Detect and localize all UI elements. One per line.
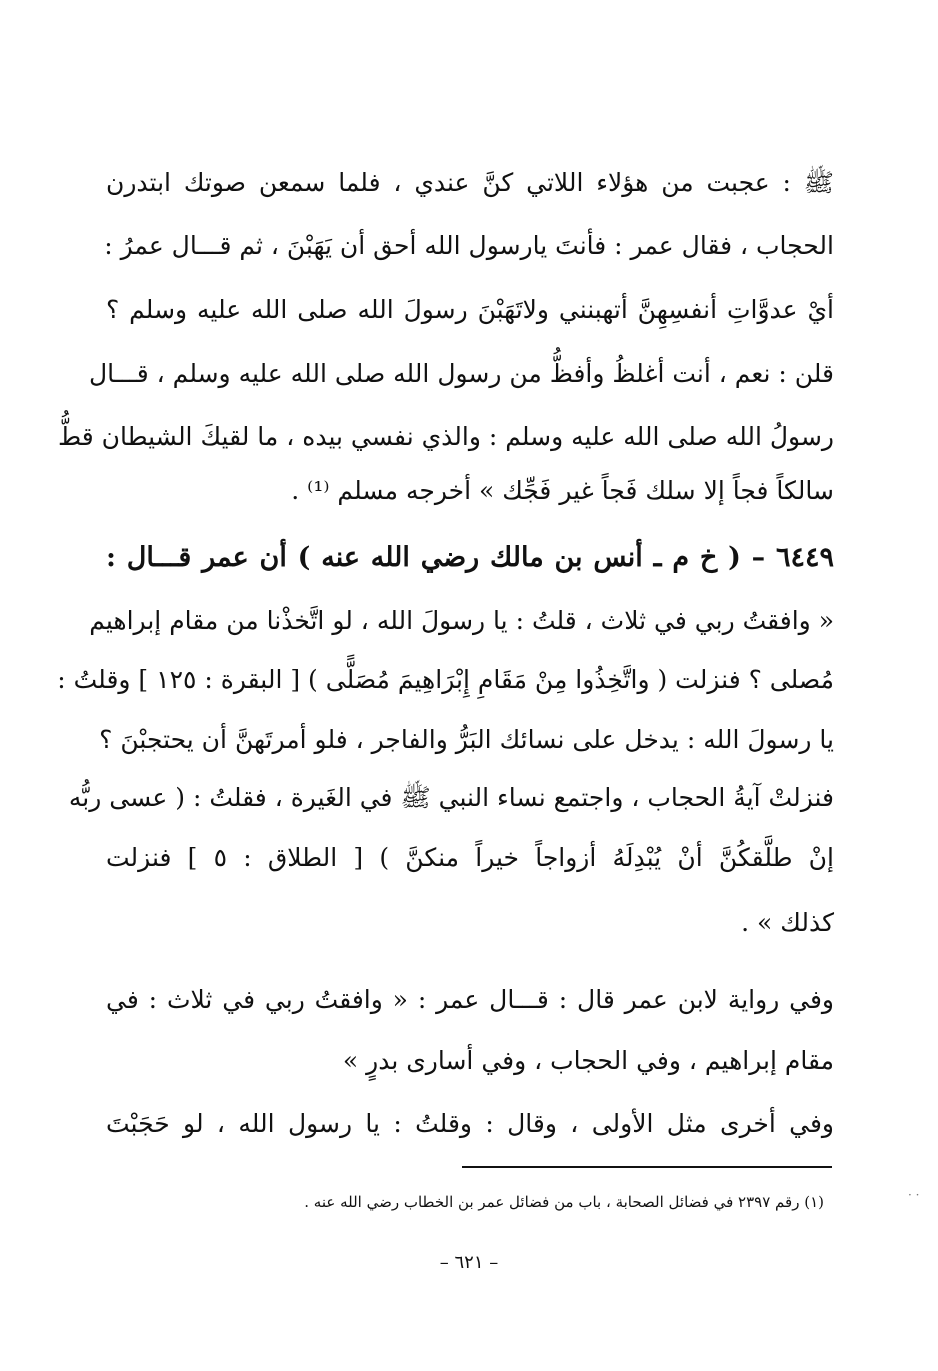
text-line-5: رسولُ الله صلى الله عليه وسلم : والذي نفسي بيده ، ما لقيكَ الشيطان قطُّ	[57, 422, 834, 451]
hadith-heading-6449: ٦٤٤٩ – ( خ م ـ أنس بن مالك رضي الله عنه ) أن عمر قـــال :	[106, 542, 834, 573]
text-line-2: الحجاب ، فقال عمر : فأنتَ يارسول الله أحق أن يَهَبْنَ ، ثم قـــال عمرُ :	[104, 231, 834, 260]
text-line-12: إنْ طلَّقكُنَّ أنْ يُبْدِلَهُ أزواجاً خيراً منكنَّ ) [ الطلاق : ٥ ] فنزلت	[106, 843, 834, 872]
text-line-15: مقام إبراهيم ، وفي الحجاب ، وفي أسارى بدرٍ »	[342, 1046, 834, 1075]
text-line-16: وفي أخرى مثل الأولى ، وقال : وقلتُ : يا رسول الله ، لو حَجَبْتَ	[106, 1109, 834, 1138]
text-line-1: ﷺ : عجبت من هؤلاء اللاتي كنَّ عندي ، فلما سمعن صوتك ابتدرن	[106, 168, 834, 197]
text-line-6: سالكاً فجاً إلا سلك فَجاً غير فَجِّك » أخرجه مسلم ⁽¹⁾ .	[291, 476, 834, 505]
margin-mark: · ·	[908, 1188, 920, 1202]
text-line-8: « وافقتُ ربي في ثلاث ، قلتُ : يا رسولَ الله ، لو اتَّخذْنا من مقام إبراهيم	[89, 606, 834, 635]
text-line-4: قلن : نعم ، أنت أغلظُ وأفظُّ من رسول الله صلى الله عليه وسلم ، قـــال	[89, 359, 834, 388]
page-number: – ٦٢١ –	[439, 1252, 499, 1273]
text-line-11: فنزلتْ آيةُ الحجاب ، واجتمع نساء النبي ﷺ في الغَيرة ، فقلتُ : ( عسى ربُّه	[68, 783, 834, 812]
text-line-13: كذلك » .	[741, 908, 834, 937]
footnote-divider	[462, 1166, 832, 1168]
text-line-3: أيْ عدوَّاتِ أنفسِهِنَّ أتهبنني ولاتَهَبْنَ رسولَ الله صلى الله عليه وسلم ؟	[106, 295, 834, 324]
text-line-10: يا رسولَ الله : يدخل على نسائك البَرُّ والفاجر ، فلو أمرتَهنَّ أن يحتجبْنَ ؟	[99, 725, 834, 754]
text-line-14: وفي رواية لابن عمر قال : قـــال عمر : « وافقتُ ربي في ثلاث : في	[106, 985, 834, 1014]
footnote: (١) رقم ٢٣٩٧ في فضائل الصحابة ، باب من فضائل عمر بن الخطاب رضي الله عنه .	[304, 1193, 824, 1211]
text-line-9: مُصلى ؟ فنزلت ( واتَّخِذُوا مِنْ مَقَامِ إِبْرَاهِيمَ مُصَلًّى ) [ البقرة : ١٢٥ ] وقلتُ :	[57, 665, 834, 694]
